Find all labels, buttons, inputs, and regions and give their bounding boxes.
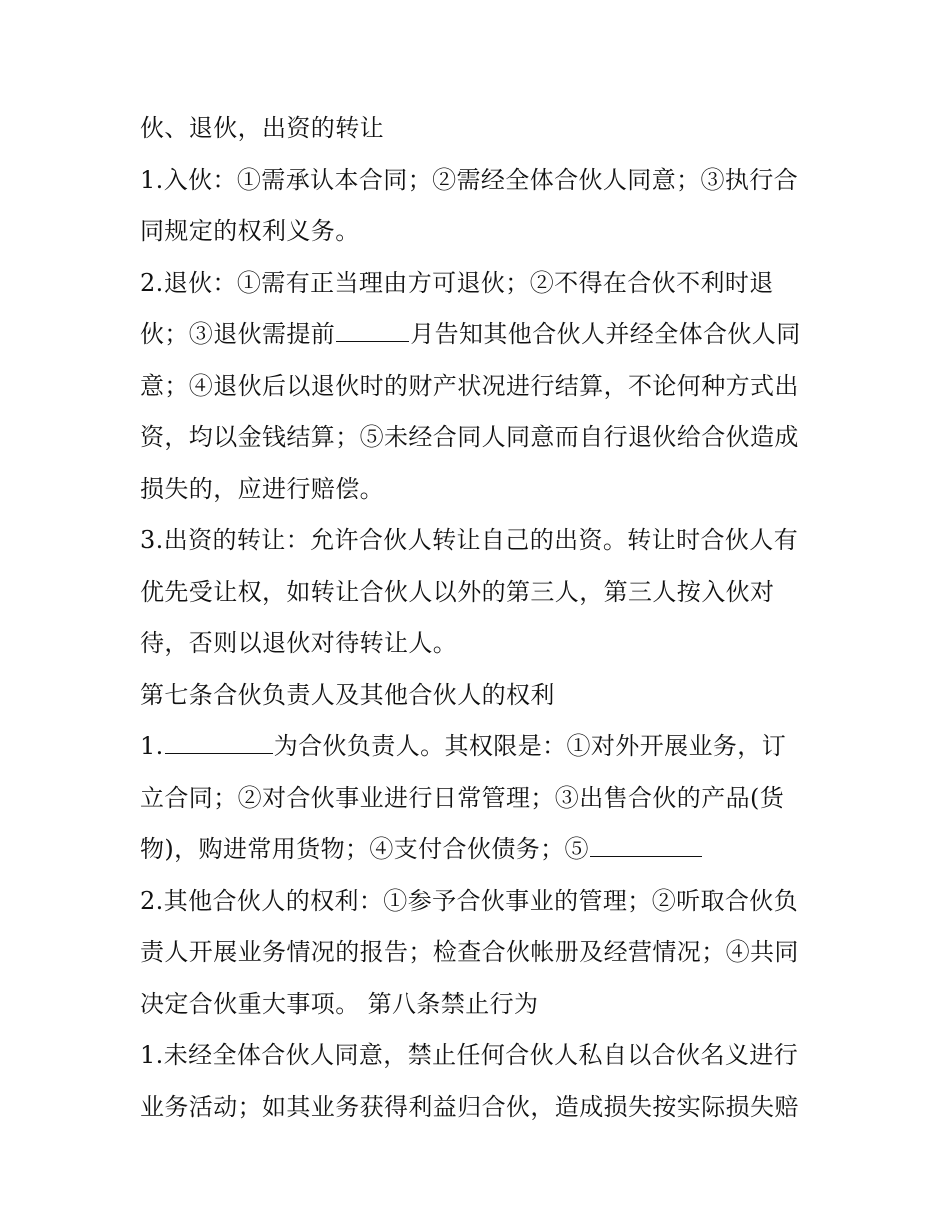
text-line [140,721,830,773]
text-segment: 1. [140,732,164,760]
text-line: 待，否则以退伙对待转让人。 [140,629,458,657]
text-line [140,309,830,361]
fill-in-blank[interactable] [165,731,273,754]
text-line: 1.未经全体合伙人同意，禁止任何合伙人私自以合伙名义进行 [140,1041,799,1069]
text-segment: 为合伙负责人。其权限是：①对外开展业务，订 [273,732,787,760]
text-line: 2.其他合伙人的权利：①参予合伙事业的管理；②听取合伙负 [140,886,799,915]
text-line: 优先受让权，如转让合伙人以外的第三人，第三人按入伙对 [140,577,775,606]
text-line: 同规定的权利义务。 [140,217,360,245]
fill-in-blank[interactable] [336,319,409,342]
text-line: 意；④退伙后以退伙时的财产状况进行结算，不论何种方式出 [140,371,799,400]
text-line: 立合同；②对合伙事业进行日常管理；③出售合伙的产品(货 [140,783,785,812]
text-line: 伙、退伙，出资的转让 [140,114,384,142]
text-line: 决定合伙重大事项。 第八条禁止行为 [140,989,539,1018]
fill-in-blank[interactable] [590,834,702,857]
text-line: 3.出资的转让：允许合伙人转让自己的出资。转让时合伙人有 [140,526,799,554]
document-body [140,103,830,1133]
text-segment: 物)，购进常用货物；④支付合伙债务；⑤ [140,835,589,863]
text-line: 责人开展业务情况的报告；检查合伙帐册及经营情况；④共同 [140,938,799,966]
text-line: 资，均以金钱结算；⑤未经合同人同意而自行退伙给合伙造成 [140,423,799,451]
text-line [140,824,830,876]
text-segment: 月告知其他合伙人并经全体合伙人同 [410,320,801,348]
text-line: 2.退伙：①需有正当理由方可退伙；②不得在合伙不利时退 [140,268,774,297]
text-line: 业务活动；如其业务获得利益归合伙，造成损失按实际损失赔 [140,1092,799,1121]
text-line: 1.入伙：①需承认本合同；②需经全体合伙人同意；③执行合 [140,165,799,194]
section-heading: 第七条合伙负责人及其他合伙人的权利 [140,680,555,709]
text-segment: 伙；③退伙需提前 [140,320,336,348]
text-line: 损失的，应进行赔偿。 [140,474,384,503]
